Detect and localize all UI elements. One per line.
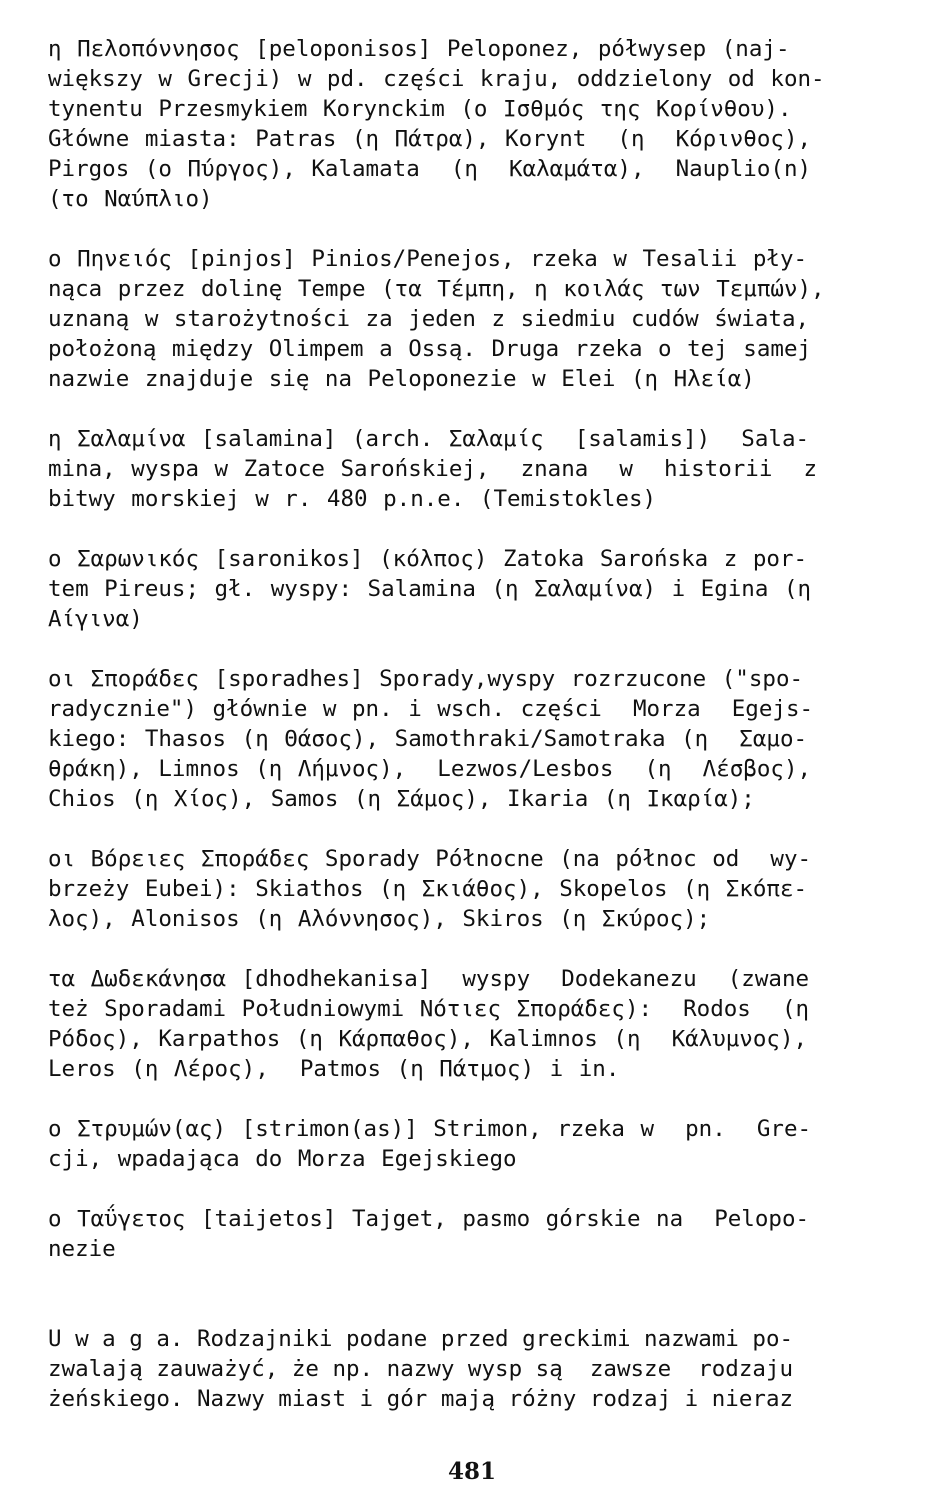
text-line: Leros (η Λέρος), Patmos (η Πάτμος) i in.	[48, 1056, 620, 1082]
entry-pinios	[48, 244, 888, 394]
text-line: położoną między Olimpem a Ossą. Druga rzeka o tej samej	[48, 336, 812, 362]
text-line: ο Στρυμών(ας) [strimon(as)] Strimon, rzeka w pn. Gre-	[48, 1116, 812, 1142]
page-body	[48, 34, 888, 1414]
text-line: żeńskiego. Nazwy miast i gór mają różny rodzaj i nieraz	[48, 1386, 794, 1412]
entry-peloponnese	[48, 34, 888, 214]
text-line: też Sporadami Południowymi Νότιες Σποράδες): Rodos (η	[48, 996, 810, 1022]
text-line: ο Σαρωνικός [saronikos] (κόλπος) Zatoka Sarońska z por-	[48, 546, 808, 572]
text-line: zwalają zauważyć, że np. nazwy wysp są zawsze rodzaju	[48, 1356, 794, 1382]
text-line: (το Ναύπλιο)	[48, 186, 213, 212]
page-number: 481	[447, 1458, 496, 1485]
entry-dodecanese	[48, 964, 888, 1084]
text-line: η Σαλαμίνα [salamina] (arch. Σαλαμίς [salamis]) Sala-	[48, 426, 810, 452]
text-line: większy w Grecji) w pd. części kraju, oddzielony od kon-	[48, 66, 825, 92]
text-line: Chios (η Χίος), Samos (η Σάμος), Ikaria (η Ικαρία);	[48, 786, 755, 812]
text-line: οι Βόρειες Σποράδες Sporady Północne (na północ od wy-	[48, 846, 812, 872]
text-line: kiego: Thasos (η Θάσος), Samothraki/Samotraka (η Σαμο-	[48, 726, 808, 752]
text-line: τα Δωδεκάνησα [dhodhekanisa] wyspy Dodekanezu (zwane	[48, 966, 810, 992]
note-paragraph	[48, 1324, 888, 1414]
text-line: nazwie znajduje się na Peloponezie w Elei (η Ηλεία)	[48, 366, 755, 392]
text-line: radycznie") głównie w pn. i wsch. części Morza Egejs-	[48, 696, 814, 722]
entry-saronic-gulf	[48, 544, 888, 634]
text-line: οι Σποράδες [sporadhes] Sporady,wyspy rozrzucone ("spo-	[48, 666, 804, 692]
text-line: uznaną w starożytności za jeden z siedmiu cudów świata,	[48, 306, 810, 332]
entry-northern-sporades	[48, 844, 888, 934]
text-line: Pirgos (ο Πύργος), Kalamata (η Καλαμάτα), Nauplio(n)	[48, 156, 812, 182]
text-line: θράκη), Limnos (η Λήμνος), Lezwos/Lesbos (η Λέσβος),	[48, 756, 812, 782]
text-line: ο Πηνειός [pinjos] Pinios/Penejos, rzeka w Tesalii pły-	[48, 246, 808, 272]
text-line: bitwy morskiej w r. 480 p.n.e. (Temistokles)	[48, 486, 657, 512]
text-line: cji, wpadająca do Morza Egejskiego	[48, 1146, 517, 1172]
text-line: tem Pireus; gł. wyspy: Salamina (η Σαλαμίνα) i Egina (η	[48, 576, 812, 602]
text-line: nezie	[48, 1236, 116, 1262]
entry-salamina	[48, 424, 888, 514]
text-line: λος), Alonisos (η Αλόννησος), Skiros (η Σκύρος);	[48, 906, 711, 932]
entry-strimon	[48, 1114, 888, 1174]
text-line: Główne miasta: Patras (η Πάτρα), Korynt (η Κόρινθος),	[48, 126, 812, 152]
text-line: U w a g a. Rodzajniki podane przed greckimi nazwami po-	[48, 1326, 794, 1352]
text-line: brzeży Eubei): Skiathos (η Σκιάθος), Skopelos (η Σκόπε-	[48, 876, 808, 902]
text-line: ο Ταΰγετος [taijetos] Tajget, pasmo górskie na Pelopo-	[48, 1206, 810, 1232]
text-line: nąca przez dolinę Tempe (τα Τέμπη, η κοιλάς των Τεμπών),	[48, 276, 825, 302]
entry-taygetus	[48, 1204, 888, 1264]
text-line: Ρόδος), Karpathos (η Κάρπαθος), Kalimnos (η Κάλυμνος),	[48, 1026, 808, 1052]
text-line: tynentu Przesmykiem Korynckim (ο Ισθμός της Κορίνθου).	[48, 96, 792, 122]
text-line: Αίγινα)	[48, 606, 143, 632]
entry-sporades	[48, 664, 888, 814]
text-line: mina, wyspa w Zatoce Sarońskiej, znana w historii z	[48, 456, 818, 482]
text-line: η Πελοπόννησος [peloponisos] Peloponez, półwysep (naj-	[48, 36, 790, 62]
